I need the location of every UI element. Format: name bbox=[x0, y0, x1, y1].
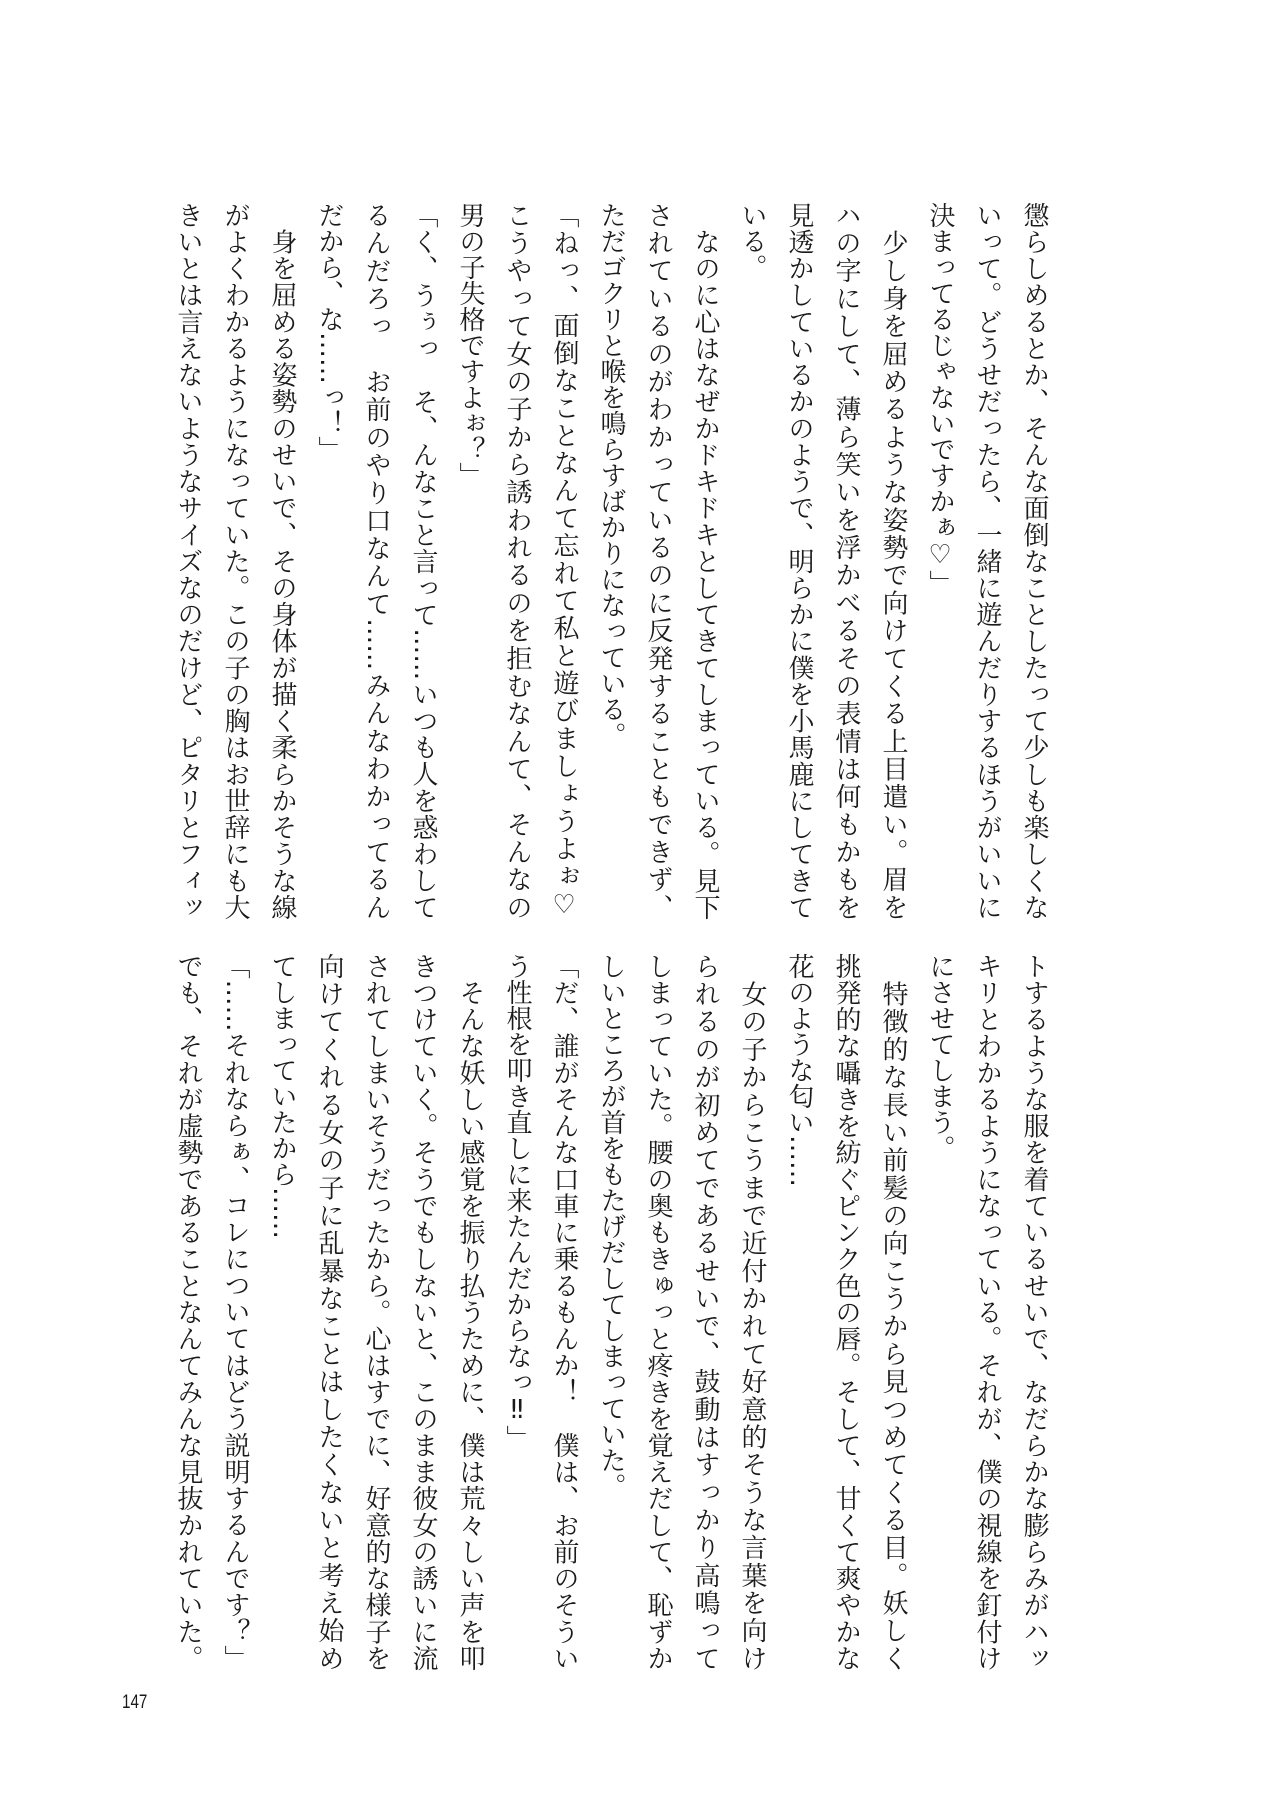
text-column: てしまっていたから…… bbox=[267, 953, 297, 1239]
text-column: 向けてくれる女の子に乱暴なことはしたくないと考え始め bbox=[314, 953, 344, 1671]
text-column: しいところが首をもたげだしてしまっていた。 bbox=[596, 953, 626, 1499]
text-column: ハの字にして、薄ら笑いを浮かべるその表情は何もかもを bbox=[831, 202, 861, 920]
text-column: されてしまいそうだったから。心はすでに、好意的な様子を bbox=[361, 953, 391, 1671]
text-column: 見透かしているかのようで、明らかに僕を小馬鹿にしてきて bbox=[784, 202, 814, 920]
text-column: こうやって女の子から誘われるのを拒むなんて、そんなの bbox=[502, 202, 532, 920]
text-column: 男の子失格ですよぉ？」 bbox=[455, 202, 485, 488]
text-column: 「……それならぁ、コレについてはどう説明するんです？」 bbox=[220, 953, 250, 1672]
text-column: う性根を叩き直しに来たんだからなっ‼」 bbox=[502, 953, 532, 1451]
upper-text-block bbox=[164, 202, 1057, 920]
text-column: にさせてしまう。 bbox=[925, 953, 955, 1161]
text-column: 懲らしめるとか、そんな面倒なことしたって少しも楽しくな bbox=[1019, 202, 1049, 920]
text-column: 女の子からこうまで近付かれて好意的そうな言葉を向け bbox=[737, 953, 767, 1671]
page-number: 147 bbox=[122, 1692, 148, 1713]
text-column: きいとは言えないようなサイズなのだけど、ピタリとフィッ bbox=[173, 202, 203, 920]
text-column: いって。どうせだったら、一緒に遊んだりするほうがいいに bbox=[972, 202, 1002, 920]
text-column: 身を屈める姿勢のせいで、その身体が描く柔らかそうな線 bbox=[267, 202, 297, 920]
text-column: そんな妖しい感覚を振り払うために、僕は荒々しい声を叩 bbox=[455, 953, 485, 1671]
text-column: 花のような匂い…… bbox=[784, 953, 814, 1187]
text-column: 「ねっ、面倒なことなんて忘れて私と遊びましょうよぉ♡ bbox=[549, 202, 579, 920]
text-column: だから、な……っ！」 bbox=[314, 202, 344, 462]
text-column: なのに心はなぜかドキドキとしてきてしまっている。見下 bbox=[690, 202, 720, 920]
text-column: 少し身を屈めるような姿勢で向けてくる上目遣い。眉を bbox=[878, 202, 908, 920]
text-column: でも、それが虚勢であることなんてみんな見抜かれていた。 bbox=[173, 953, 203, 1672]
text-column: されているのがわかっているのに反発することもできず、 bbox=[643, 202, 673, 920]
text-column: きつけていく。そうでもしないと、このまま彼女の誘いに流 bbox=[408, 953, 438, 1671]
text-column: られるのが初めてであるせいで、鼓動はすっかり高鳴って bbox=[690, 953, 720, 1671]
text-column: 挑発的な囁きを紡ぐピンク色の唇。そして、甘くて爽やかな bbox=[831, 953, 861, 1671]
text-column: るんだろっ お前のやり口なんて……みんなわかってるん bbox=[361, 202, 391, 920]
text-column: キリとわかるようになっている。それが、僕の視線を釘付け bbox=[972, 953, 1002, 1671]
text-column: がよくわかるようになっていた。この子の胸はお世辞にも大 bbox=[220, 202, 250, 920]
text-column: トするような服を着ているせいで、なだらかな膨らみがハッ bbox=[1019, 953, 1049, 1671]
text-column: 「く、うぅっ そ、んなこと言って……いつも人を惑わして bbox=[408, 202, 438, 921]
text-column: ただゴクリと喉を鳴らすばかりになっている。 bbox=[596, 202, 626, 748]
text-column: しまっていた。腰の奥もきゅっと疼きを覚えだして、恥ずか bbox=[643, 953, 673, 1671]
text-column: 決まってるじゃないですかぁ♡」 bbox=[925, 202, 955, 596]
text-column: 特徴的な長い前髪の向こうから見つめてくる目。妖しく bbox=[878, 953, 908, 1671]
lower-text-block bbox=[164, 953, 1057, 1671]
text-column: いる。 bbox=[737, 202, 767, 280]
text-column: 「だ、誰がそんな口車に乗るもんか！ 僕は、お前のそうい bbox=[549, 953, 579, 1671]
